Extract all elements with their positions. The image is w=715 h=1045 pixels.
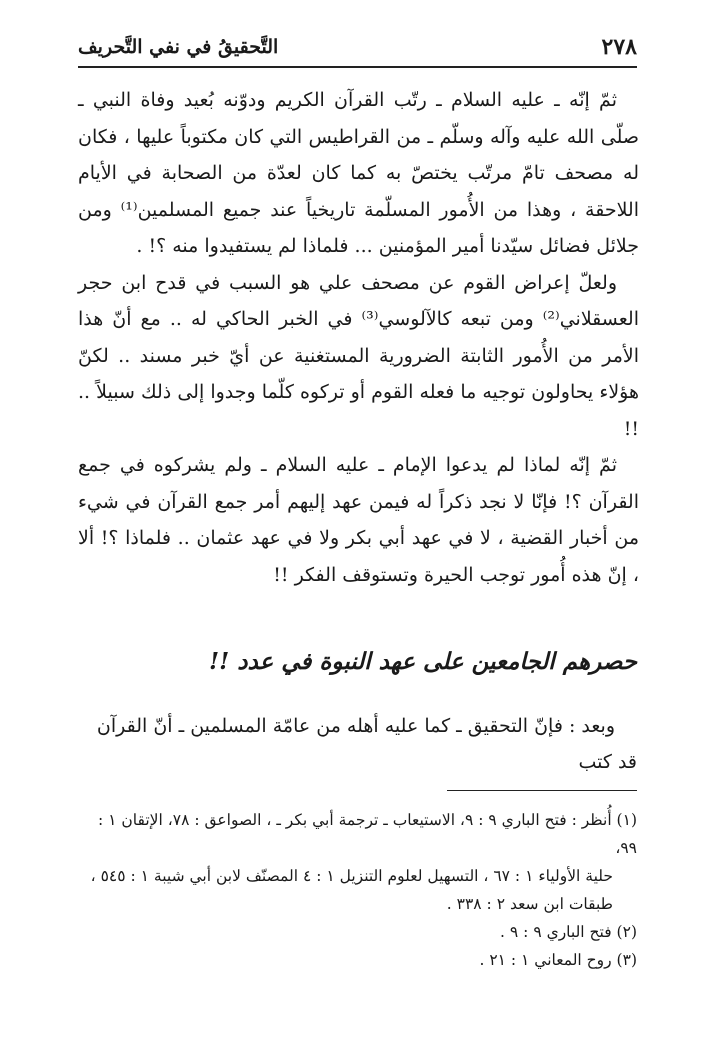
paragraph-3: ثمّ إنّه لماذا لم يدعوا الإمام ـ عليه السلام ـ ولم يشركوه في جمع القرآن ؟! فإنّا لا نجد ذكراً له فيمن عهد إليهم أمر جمع القرآن في شيء من أخبار القضية ، لا في عهد أبي بكر ولا في عهد عثمان .. فلماذا ؟! ألا ، إنّ هذه أُمور توجب الحيرة وتستوقف الفكر !!	[78, 454, 639, 586]
paragraph-2: ولعلّ إعراض القوم عن مصحف علي هو السبب في قدح ابن حجر العسقلاني⁽²⁾ ومن تبعه كالآلوسي⁽³⁾ في الخبر الحاكي له .. مع أنّ هذا الأمر من الأُمور الثابتة الضرورية المستغنية عن أيّ خبر مسند .. لكنّ هؤلاء يحاولون توجيه ما فعله القوم أو تركوه كلّما وجدوا إلى ذلك سبيلاً .. !!	[78, 271, 639, 440]
footnotes	[74, 806, 637, 974]
page-header	[78, 30, 637, 64]
header-rule	[78, 66, 637, 68]
section-heading: حصرهم الجامعين على عهد النبوة في عدد !!	[209, 648, 637, 675]
footnote-1-line-3: طبقات ابن سعد ٢ : ٣٣٨ .	[446, 895, 613, 913]
main-text	[78, 82, 639, 593]
footnote-separator	[447, 790, 637, 791]
running-title: التَّحقيقُ في نفي التَّحريف	[78, 36, 279, 58]
footnote-2: (٢) فتح الباري ٩ : ٩ .	[500, 923, 637, 941]
footnote-3: (٣) روح المعاني ١ : ٢١ .	[479, 951, 637, 969]
footnote-1-line-2: حلية الأولياء ١ : ٦٧ ، التسهيل لعلوم التنزيل ١ : ٤ المصنّف لابن أبي شيبة ١ : ٥٤٥ ،	[90, 867, 613, 885]
page-number: ٢٧٨	[601, 34, 637, 60]
footnote-1	[74, 806, 637, 918]
section-paragraph: وبعد : فإنّ التحقيق ـ كما عليه أهله من عامّة المسلمين ـ أنّ القرآن قد كتب	[96, 715, 637, 773]
paragraph-1: ثمّ إنّه ـ عليه السلام ـ رتّب القرآن الكريم ودوّنه بُعيد وفاة النبي ـ صلّى الله عليه وآله وسلّم ـ من القراطيس التي كان مكتوباً عليها ، فكان له مصحف تامّ مرتّب يختصّ به كما كان لعدّة من الصحابة في الأيام اللاحقة ، وهذا من الأُمور المسلّمة تاريخياً عند جميع المسلمين⁽¹⁾ ومن جلائل فضائل سيّدنا أمير المؤمنين ... فلماذا لم يستفيدوا منه ؟! .	[78, 89, 639, 257]
footnote-1-line-1: (١) أُنظر : فتح الباري ٩ : ٩، الاستيعاب ـ ترجمة أبي بكر ـ ، الصواعق : ٧٨، الإتقان ١ : ٩٩،	[98, 811, 637, 857]
